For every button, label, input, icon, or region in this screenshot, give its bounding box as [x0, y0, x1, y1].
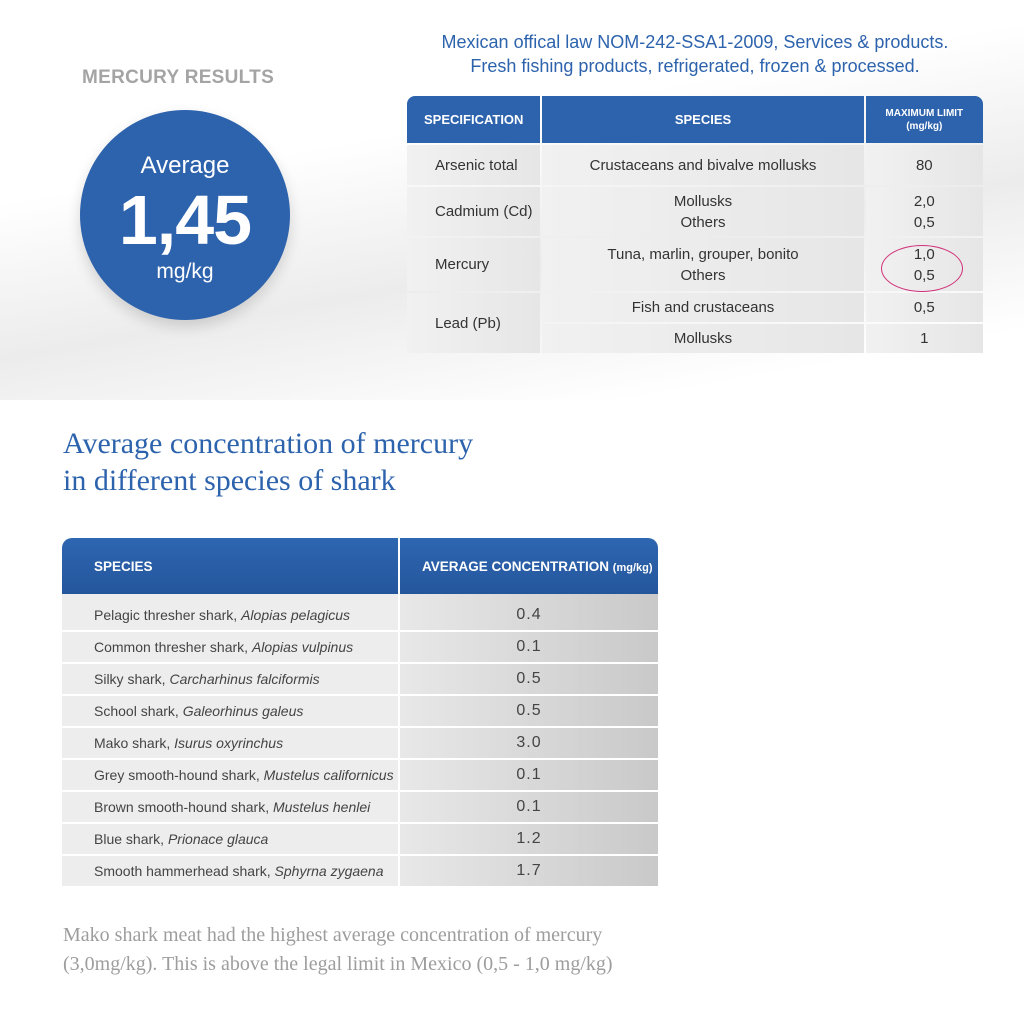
table-row [62, 696, 658, 728]
shark-concentration-table [62, 538, 658, 888]
shark-species-cell [62, 824, 398, 856]
section-title-line2: in different species of shark [63, 464, 396, 497]
average-value: 1,45 [118, 181, 252, 259]
header-average-concentration [398, 538, 658, 594]
shark-common-name: Silky shark, [94, 671, 170, 687]
shark-table-header [62, 538, 658, 594]
row-arsenic [407, 145, 983, 185]
mercury-limit-highlight-ellipse [881, 245, 963, 292]
shark-species-cell [62, 664, 398, 696]
shark-concentration-value: 0.1 [398, 792, 658, 824]
law-title [400, 30, 990, 78]
shark-common-name: Common thresher shark, [94, 639, 252, 655]
shark-scientific-name: Alopias vulpinus [251, 639, 354, 655]
lead-limit-1: 0,5 [866, 293, 983, 322]
cadmium-limit-1: 2,0 [913, 192, 935, 210]
row-lead-1 [407, 293, 983, 322]
header-max-limit [866, 96, 983, 143]
conclusion-line2: (3,0mg/kg). This is above the legal limit in Mexico (0,5 - 1,0 mg/kg) [63, 953, 613, 975]
header-specification: SPECIFICATION [407, 96, 540, 143]
law-title-line1: Mexican offical law NOM-242-SSA1-2009, Services & products. [441, 32, 949, 52]
lead-species-1: Fish and crustaceans [542, 293, 863, 322]
header-max-limit-line1: MAXIMUM LIMIT [885, 107, 964, 119]
header-shark-species: SPECIES [62, 538, 398, 594]
conclusion-line1: Mako shark meat had the highest average concentration of mercury [63, 924, 603, 946]
shark-common-name: Brown smooth-hound shark, [94, 799, 273, 815]
shark-scientific-name: Galeorhinus galeus [182, 703, 304, 719]
law-limits-table [405, 94, 985, 355]
shark-concentration-value: 0.1 [398, 632, 658, 664]
cadmium-limit-2: 0,5 [913, 213, 935, 231]
average-circle [80, 110, 290, 320]
table-row [62, 594, 658, 632]
mercury-limit-1: 1,0 [913, 245, 935, 263]
header-max-limit-line2: (mg/kg) [906, 120, 943, 132]
lead-spec: Lead (Pb) [407, 293, 540, 353]
shark-species-cell [62, 632, 398, 664]
shark-scientific-name: Alopias pelagicus [241, 607, 351, 623]
shark-scientific-name: Carcharhinus falciformis [169, 671, 320, 687]
shark-common-name: Grey smooth-hound shark, [94, 767, 264, 783]
mercury-species [542, 238, 863, 291]
mercury-limit-2: 0,5 [913, 266, 935, 284]
section-title [63, 425, 473, 499]
conclusion-text [63, 921, 763, 979]
shark-species-cell [62, 594, 398, 632]
average-unit: mg/kg [156, 260, 214, 283]
mercury-spec: Mercury [407, 238, 540, 291]
shark-common-name: Smooth hammerhead shark, [94, 863, 275, 879]
shark-species-cell [62, 792, 398, 824]
section-title-line1: Average concentration of mercury [63, 427, 474, 460]
law-title-line2: Fresh fishing products, refrigerated, frozen & processed. [470, 56, 920, 76]
shark-species-cell [62, 760, 398, 792]
shark-concentration-value: 3.0 [398, 728, 658, 760]
shark-scientific-name: Mustelus henlei [272, 799, 371, 815]
cadmium-species [542, 187, 863, 236]
cadmium-limit [866, 187, 983, 236]
lead-limit-2: 1 [866, 324, 983, 353]
arsenic-limit: 80 [866, 145, 983, 185]
mercury-results-title: MERCURY RESULTS [82, 67, 275, 88]
shark-concentration-value: 1.7 [398, 856, 658, 888]
shark-scientific-name: Prionace glauca [167, 831, 269, 847]
average-label: Average [140, 152, 230, 179]
shark-concentration-value: 1.2 [398, 824, 658, 856]
table-row [62, 632, 658, 664]
shark-scientific-name: Isurus oxyrinchus [174, 735, 284, 751]
cadmium-species-2: Others [680, 213, 726, 231]
cadmium-spec: Cadmium (Cd) [407, 187, 540, 236]
row-cadmium [407, 187, 983, 236]
shark-species-cell [62, 696, 398, 728]
arsenic-species: Crustaceans and bivalve mollusks [542, 145, 863, 185]
shark-concentration-value: 0.5 [398, 664, 658, 696]
table-row [62, 824, 658, 856]
header-species: SPECIES [542, 96, 863, 143]
shark-concentration-value: 0.1 [398, 760, 658, 792]
table-row [62, 664, 658, 696]
shark-concentration-value: 0.5 [398, 696, 658, 728]
shark-scientific-name: Mustelus californicus [263, 767, 394, 783]
cadmium-species-1: Mollusks [673, 192, 733, 210]
mercury-species-1: Tuna, marlin, grouper, bonito [607, 245, 799, 263]
table-row [62, 792, 658, 824]
table-row [62, 856, 658, 888]
shark-species-cell [62, 856, 398, 888]
shark-scientific-name: Sphyrna zygaena [274, 863, 384, 879]
shark-common-name: Mako shark, [94, 735, 175, 751]
mercury-species-2: Others [680, 266, 726, 284]
law-table-header [407, 96, 983, 143]
header-concentration-label: AVERAGE CONCENTRATION [422, 558, 610, 574]
shark-common-name: School shark, [94, 703, 183, 719]
lead-species-2: Mollusks [542, 324, 863, 353]
shark-concentration-value: 0.4 [398, 594, 658, 632]
table-row [62, 760, 658, 792]
header-concentration-unit: (mg/kg) [612, 561, 653, 574]
arsenic-spec: Arsenic total [407, 145, 540, 185]
table-row [62, 728, 658, 760]
shark-common-name: Pelagic thresher shark, [94, 607, 242, 623]
shark-species-cell [62, 728, 398, 760]
shark-common-name: Blue shark, [94, 831, 168, 847]
